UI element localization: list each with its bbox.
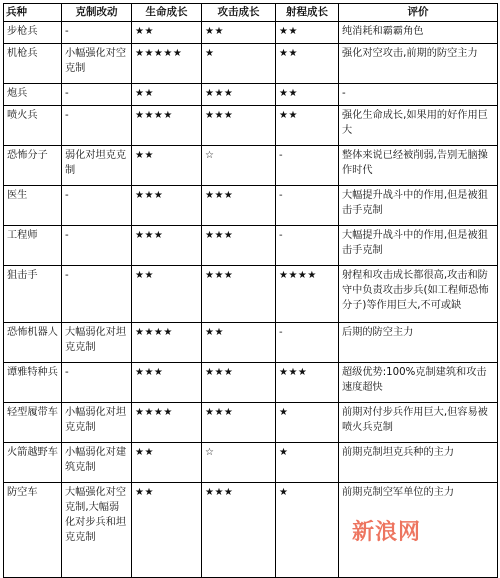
- cell-hp: ★★★: [132, 226, 202, 266]
- cell-unit: 恐怖分子: [4, 146, 62, 186]
- cell-hp: ★★: [132, 146, 202, 186]
- cell-hp: ★★: [132, 443, 202, 483]
- cell-review: 后期的防空主力: [339, 323, 498, 363]
- cell-change: 小幅弱化对建筑克制: [62, 443, 132, 483]
- cell-range: -: [276, 146, 339, 186]
- cell-hp: ★★★: [132, 363, 202, 403]
- cell-unit: 轻型履带车: [4, 403, 62, 443]
- cell-change: -: [62, 106, 132, 146]
- table-row: [4, 363, 498, 403]
- cell-range: ★★: [276, 106, 339, 146]
- cell-atk: ★★: [202, 22, 276, 44]
- cell-change: 大幅弱化对坦克克制: [62, 323, 132, 363]
- cell-unit: 炮兵: [4, 84, 62, 106]
- cell-change: 大幅强化对空克制,大幅弱化对步兵和坦克克制: [62, 483, 132, 578]
- table-row: [4, 84, 498, 106]
- cell-range: ★: [276, 443, 339, 483]
- cell-hp: ★★★★: [132, 403, 202, 443]
- cell-atk: ★★★: [202, 403, 276, 443]
- table-row: [4, 483, 498, 578]
- cell-atk: ☆: [202, 146, 276, 186]
- cell-change: 小幅弱化对坦克克制: [62, 403, 132, 443]
- cell-review: -: [339, 84, 498, 106]
- table-row: [4, 146, 498, 186]
- cell-change: 小幅强化对空克制: [62, 44, 132, 84]
- cell-change: -: [62, 84, 132, 106]
- cell-atk: ★★★: [202, 186, 276, 226]
- cell-change: -: [62, 266, 132, 323]
- cell-review: 前期对付步兵作用巨大,但容易被喷火兵克制: [339, 403, 498, 443]
- cell-hp: ★★: [132, 483, 202, 578]
- cell-range: ★★★: [276, 363, 339, 403]
- cell-atk: ★★★: [202, 84, 276, 106]
- cell-change: 弱化对坦克克制: [62, 146, 132, 186]
- cell-unit: 恐怖机器人: [4, 323, 62, 363]
- cell-change: -: [62, 186, 132, 226]
- cell-hp: ★★: [132, 84, 202, 106]
- cell-range: -: [276, 226, 339, 266]
- cell-unit: 机枪兵: [4, 44, 62, 84]
- header-unit: 兵种: [4, 4, 62, 22]
- cell-range: ★★★★: [276, 266, 339, 323]
- cell-atk: ★★★: [202, 106, 276, 146]
- cell-atk: ★★★: [202, 363, 276, 403]
- cell-review: 强化对空攻击,前期的防空主力: [339, 44, 498, 84]
- cell-change: -: [62, 226, 132, 266]
- cell-range: ★★: [276, 22, 339, 44]
- header-range: 射程成长: [276, 4, 339, 22]
- cell-unit: 喷火兵: [4, 106, 62, 146]
- cell-review: 射程和攻击成长都很高,攻击和防守中负责攻击步兵(如工程师恐怖分子)等作用巨大,不可或缺: [339, 266, 498, 323]
- cell-unit: 火箭越野车: [4, 443, 62, 483]
- cell-unit: 狙击手: [4, 266, 62, 323]
- cell-atk: ★★★: [202, 266, 276, 323]
- watermark-logo: 新浪网: [352, 520, 422, 545]
- cell-unit: 医生: [4, 186, 62, 226]
- cell-range: -: [276, 323, 339, 363]
- table-row: [4, 226, 498, 266]
- cell-hp: ★★: [132, 266, 202, 323]
- cell-hp: ★★: [132, 22, 202, 44]
- cell-hp: ★★★: [132, 186, 202, 226]
- cell-hp: ★★★★★: [132, 44, 202, 84]
- table-row: [4, 44, 498, 84]
- cell-review: 纯消耗和霸霸角色: [339, 22, 498, 44]
- cell-unit: 谭雅特种兵: [4, 363, 62, 403]
- unit-comparison-table: [3, 3, 498, 578]
- cell-atk: ★★★: [202, 226, 276, 266]
- header-row: [4, 4, 498, 22]
- cell-range: ★★: [276, 44, 339, 84]
- cell-change: -: [62, 22, 132, 44]
- table-row: [4, 106, 498, 146]
- cell-range: ★: [276, 483, 339, 578]
- cell-review: 前期克制空军单位的主力: [339, 483, 498, 578]
- cell-atk: ★★: [202, 323, 276, 363]
- header-review: 评价: [339, 4, 498, 22]
- cell-review: 大幅提升战斗中的作用,但是被狙击手克制: [339, 186, 498, 226]
- cell-range: ★★: [276, 84, 339, 106]
- cell-atk: ★★★: [202, 483, 276, 578]
- cell-unit: 工程师: [4, 226, 62, 266]
- cell-unit: 防空车: [4, 483, 62, 578]
- table-row: [4, 22, 498, 44]
- header-atk: 攻击成长: [202, 4, 276, 22]
- cell-atk: ☆: [202, 443, 276, 483]
- cell-atk: ★: [202, 44, 276, 84]
- cell-change: -: [62, 363, 132, 403]
- table-row: [4, 403, 498, 443]
- header-change: 克制改动: [62, 4, 132, 22]
- cell-review: 大幅提升战斗中的作用,但是被狙击手克制: [339, 226, 498, 266]
- table-row: [4, 443, 498, 483]
- table-row: [4, 186, 498, 226]
- cell-hp: ★★★★: [132, 323, 202, 363]
- cell-range: -: [276, 186, 339, 226]
- cell-review: 超级优势:100%克制建筑和攻击速度超快: [339, 363, 498, 403]
- table-row: [4, 266, 498, 323]
- cell-unit: 步枪兵: [4, 22, 62, 44]
- cell-range: ★: [276, 403, 339, 443]
- cell-review: 强化生命成长,如果用的好作用巨大: [339, 106, 498, 146]
- table-row: [4, 323, 498, 363]
- cell-review: 前期克制坦克兵种的主力: [339, 443, 498, 483]
- cell-review: 整体来说已经被削弱,告别无脑操作时代: [339, 146, 498, 186]
- header-hp: 生命成长: [132, 4, 202, 22]
- cell-hp: ★★★★: [132, 106, 202, 146]
